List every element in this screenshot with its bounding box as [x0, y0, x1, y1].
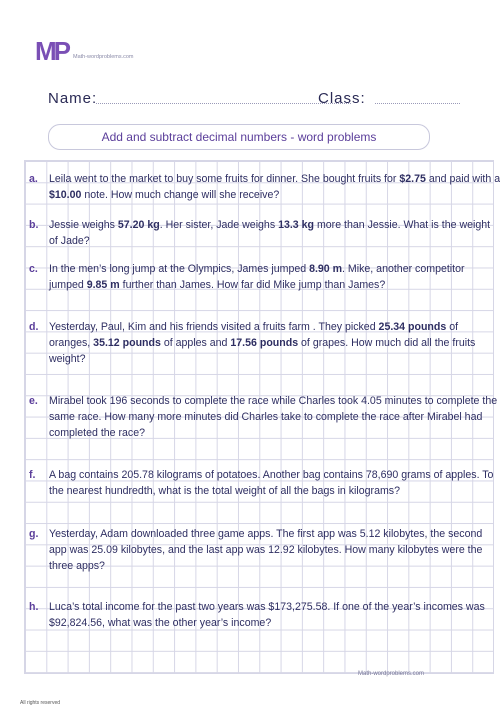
- graph-paper-area: [24, 160, 500, 674]
- problem-g: [29, 526, 500, 574]
- problem-value: 17.56 pounds: [230, 337, 299, 349]
- problem-letter: c.: [29, 263, 38, 275]
- problem-value: 8.90 m: [309, 263, 343, 275]
- problem-letter: g.: [29, 528, 39, 540]
- problem-value: 25.34 pounds: [378, 321, 447, 333]
- problem-letter: f.: [29, 469, 36, 481]
- problem-text: of oranges,: [49, 321, 459, 349]
- problem-b: [29, 217, 500, 249]
- problem-text: Yesterday, Paul, Kim and his friends visited a fruits farm . They picked: [49, 321, 379, 333]
- problem-text: . Mike, another competitor jumped: [49, 263, 465, 291]
- problem-letter: h.: [29, 601, 39, 613]
- class-line[interactable]: [375, 103, 460, 104]
- problem-e: [29, 393, 500, 441]
- problem-value: 35.12 pounds: [93, 337, 161, 349]
- problem-letter: d.: [29, 321, 39, 333]
- name-label: Name:: [48, 90, 98, 107]
- problem-text: and paid with a: [425, 173, 500, 185]
- problem-value: $2.75: [399, 173, 426, 185]
- problem-text: Leila went to the market to buy some fruits for dinner. She bought fruits for: [49, 173, 400, 185]
- problem-text: Yesterday, Adam downloaded three game apps. The first app was 5.12 kilobytes, the second app was 25.09 kilobytes, and the last app was 12.92 kilobytes. How many kilobytes were the three apps?: [49, 528, 483, 572]
- problem-text: A bag contains 205.78 kilograms of potatoes. Another bag contains 78,690 grams of apples. To the nearest hundredth, what is the total weight of all the bags in kilograms?: [49, 469, 494, 497]
- name-line[interactable]: [96, 103, 351, 104]
- problem-letter: e.: [29, 395, 38, 407]
- problem-c: [29, 261, 500, 293]
- problem-value: 9.85 m: [86, 279, 120, 291]
- name-class-row: [48, 90, 468, 110]
- problem-text: more than Jessie. What is the weight of Jade?: [49, 219, 491, 247]
- worksheet-title: Add and subtract decimal numbers - word problems: [48, 124, 430, 150]
- problem-value: 57.20 kg: [117, 219, 160, 231]
- problem-h: [29, 599, 500, 631]
- logo-mark: MP: [35, 36, 68, 66]
- problem-text: Jessie weighs: [49, 219, 118, 231]
- footer-rights-text: All rights reserved: [20, 700, 61, 706]
- class-label: Class:: [318, 90, 366, 107]
- problem-text: In the men’s long jump at the Olympics, James jumped: [49, 263, 310, 275]
- problem-letter: a.: [29, 173, 38, 185]
- logo-site-text: Math-wordproblems.com: [73, 54, 134, 60]
- problem-text: Luca’s total income for the past two years was $173,275.58. If one of the year’s incomes was $92,824.56, what was the other year’s income?: [49, 601, 485, 629]
- site-logo: [35, 38, 175, 66]
- problem-value: 13.3 kg: [278, 219, 315, 231]
- footer-site-text: Math-wordproblems.com: [358, 671, 425, 677]
- problem-value: $10.00: [49, 189, 82, 201]
- problem-text: of apples and: [160, 337, 231, 349]
- problem-letter: b.: [29, 219, 39, 231]
- problem-text: of grapes. How much did all the fruits weight?: [49, 337, 476, 365]
- problem-a: [29, 171, 500, 203]
- problem-d: [29, 319, 500, 367]
- problem-text: . Her sister, Jade weighs: [159, 219, 279, 231]
- problem-text: Mirabel took 196 seconds to complete the race while Charles took 4.05 minutes to complete the same race. How many more minutes did Charles take to complete the race after Mirabel had completed the race?: [49, 395, 498, 439]
- problem-f: [29, 467, 500, 499]
- problem-text: note. How much change will she receive?: [81, 189, 280, 201]
- problem-text: further than James. How far did Mike jump than James?: [119, 279, 386, 291]
